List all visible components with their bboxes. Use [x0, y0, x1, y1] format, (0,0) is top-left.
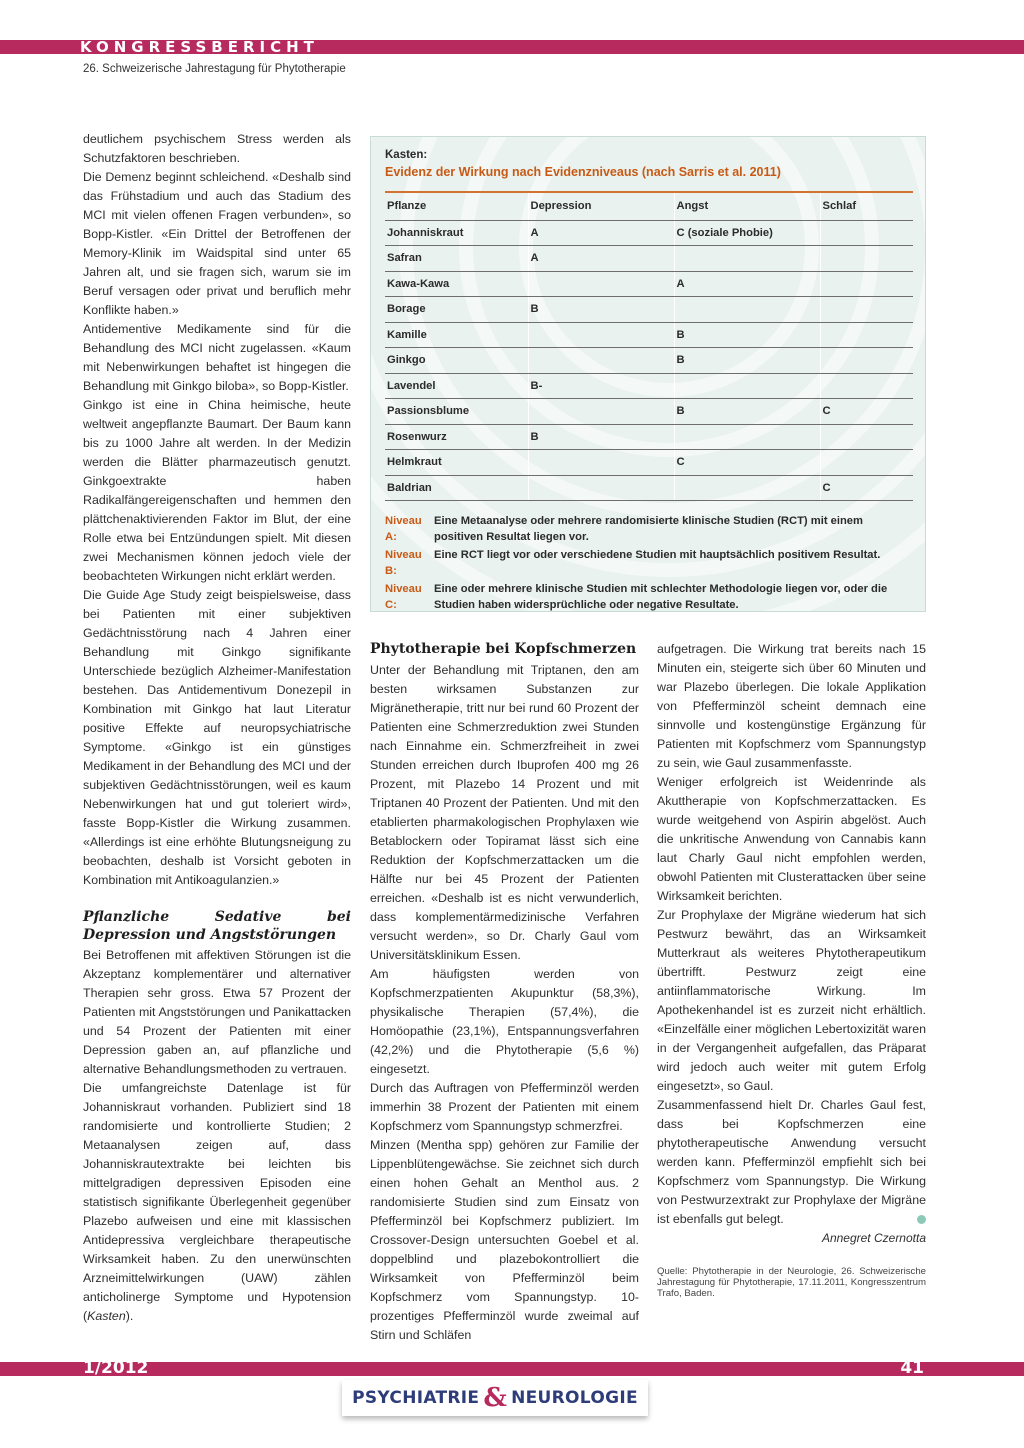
issue-number: 1/2012	[83, 1358, 149, 1378]
paragraph	[83, 1079, 351, 1326]
footer-band	[0, 1362, 1024, 1376]
table-cell: Passionsblume	[385, 399, 528, 425]
level-b	[385, 547, 913, 579]
paragraph: Ginkgo ist eine in China heimische, heute weltweit angepflanzte Baumart. Der Baum kann bis zu 1000 Jahre alt werden. In der Medizin werden die Blätter pharmazeutisch genutzt. Ginkgoextrakte haben Radikalfängereigenschaften und hemmen den plättchenaktivierenden Faktor im Blut, der eine Rolle etwa bei Entzündungen spielt. Mit diesen zwei Mechanismen können jedoch viele der beobachteten Wirkungen nicht erklärt werden.	[83, 398, 351, 583]
table-cell	[674, 246, 820, 272]
table-cell: B	[674, 399, 820, 425]
level-key: Niveau C:	[385, 583, 422, 611]
kasten-reference: Kasten	[87, 1309, 126, 1323]
table-row	[385, 297, 913, 323]
evidence-box-content	[385, 149, 913, 612]
column-header: Angst	[674, 193, 820, 220]
table-cell: B	[674, 322, 820, 348]
paragraph: Weniger erfolgreich ist Weidenrinde als Akuttherapie von Kopfschmerzattacken. Es wurde weitgehend von Aspirin abgelöst. Auch die unkritische Anwendung von Cannabis kann laut Charly Gaul nicht empfohlen werden, obwohl Patienten mit Clusterattacken über seine Wirksamkeit berichten.	[657, 775, 926, 903]
paragraph-close: ).	[125, 1309, 134, 1323]
table-cell	[820, 322, 913, 348]
logo-ampersand: &	[483, 1383, 508, 1413]
paragraph: Minzen (Mentha spp) gehören zur Familie der Lippenblütengewächse. Sie zeichnet sich durch einen hohen Gehalt an Menthol aus. 2 randomisierte Studien sind zum Einsatz von Pfefferminzöl bei Kopfschmerz publiziert. Im Crossover-Design untersuchten Goebel et al. doppelblind und plazebokontrolliert die Wirksamkeit von Pfefferminzöl beim Kopfschmerz vom Spannungstyp. 10-prozentiges Pfefferminzöl wurde zweimal auf Stirn und Schläfen	[370, 1138, 639, 1342]
table-row	[385, 322, 913, 348]
table-cell: C	[674, 450, 820, 476]
table-cell: C (soziale Phobie)	[674, 220, 820, 246]
table-cell: Johanniskraut	[385, 220, 528, 246]
level-text: Eine Metaanalyse oder mehrere randomisierte klinische Studien (RCT) mit einem positiven Resultat liegen vor.	[434, 515, 863, 543]
box-title: Evidenz der Wirkung nach Evidenzniveaus (nach Sarris et al. 2011)	[385, 165, 781, 179]
table-cell	[820, 246, 913, 272]
table-row	[385, 475, 913, 501]
table-cell	[674, 297, 820, 323]
table-cell: C	[820, 475, 913, 501]
table-row	[385, 348, 913, 374]
table-cell	[528, 322, 674, 348]
table-cell: Kawa-Kawa	[385, 271, 528, 297]
evidence-level-legend	[385, 513, 913, 612]
paragraph: aufgetragen. Die Wirkung trat bereits nach 15 Minuten ein, steigerte sich über 60 Minuten und war Plazebo überlegen. Die lokale Applikation von Pfefferminzöl scheint demnach eine sinnvolle und kostengünstige Ergänzung für Patienten mit Kopfschmerz vom Spannungstyp zu sein, wie Gaul zusammenfasste.	[657, 642, 926, 770]
subheading: Phytotherapie bei Kopfschmerzen	[370, 641, 637, 657]
table-cell: Rosenwurz	[385, 424, 528, 450]
paragraph: Zur Prophylaxe der Migräne wiederum hat sich Pestwurz bewährt, das an Wirksamkeit Mutterkraut als weiteres Phytotherapeutikum übertrifft. Pestwurz zeigt eine antiinflammatorische Wirkung. Im Apothekenhandel ist es zurzeit nicht erhältlich. «Einzelfälle einer möglichen Lebertoxizität waren in der Vergangenheit aufgefallen, das Präparat wird jedoch auch weiter mit gutem Erfolg eingesetzt», so Gaul.	[657, 908, 926, 1093]
table-cell	[674, 424, 820, 450]
table-cell: A	[674, 271, 820, 297]
table-cell	[528, 271, 674, 297]
level-key: Niveau B:	[385, 549, 422, 577]
table-cell: C	[820, 399, 913, 425]
table-cell	[820, 297, 913, 323]
table-row	[385, 373, 913, 399]
level-c	[385, 581, 913, 612]
table-cell: Baldrian	[385, 475, 528, 501]
table-cell	[528, 475, 674, 501]
table-cell: Lavendel	[385, 373, 528, 399]
column-header: Pflanze	[385, 193, 528, 220]
table-cell: B	[528, 297, 674, 323]
table-cell: Kamille	[385, 322, 528, 348]
table-row	[385, 450, 913, 476]
author: Annegret Czernotta	[821, 1231, 926, 1245]
paragraph: Die Guide Age Study zeigt beispielsweise, dass bei Patienten mit einer subjektiven Gedächtnisstörung nach 4 Jahren einer Behandlung mit Ginkgo signifikante Unterschiede bezüglich Alzheimer-Manifestation bestehen. Das Antidementivum Donezepil in Kombination mit Ginkgo hat laut Literatur positive Effekte auf neuropsychiatrische Symptome. «Ginkgo ist ein günstiges Medikament in der Behandlung des MCI und der subjektiven Gedächtnisstörungen, weil es kaum Nebenwirkungen hat und gut toleriert wird», fasste Bopp-Kistler die Wirkung zusammen. «Allerdings ist eine erhöhte Blutungsneigung zu beobachten, deshalb ist Vorsicht geboten in Kombination mit Antikoagulanzien.»	[83, 588, 351, 887]
section-subtitle: 26. Schweizerische Jahrestagung für Phytotherapie	[83, 63, 346, 75]
article-column-1	[83, 130, 351, 1326]
table-cell	[820, 373, 913, 399]
subheading: Pflanzliche Sedative bei Depression und Angststörungen	[83, 909, 351, 943]
section-title: KONGRESSBERICHT	[80, 38, 319, 56]
source-note: Quelle: Phytotherapie in der Neurologie, 26. Schweizerische Jahrestagung für Phytotherapie, 17.11.2011, Kongresszentrum Trafo, Baden.	[657, 1266, 926, 1299]
table-cell	[820, 220, 913, 246]
table-cell: Helmkraut	[385, 450, 528, 476]
table-row	[385, 424, 913, 450]
article-column-2	[370, 640, 639, 1345]
level-text: Eine oder mehrere klinische Studien mit schlechter Methodologie liegen vor, oder die Studien haben widersprüchliche oder negative Resultate.	[434, 583, 888, 611]
table-row	[385, 271, 913, 297]
paragraph: Durch das Auftragen von Pfefferminzöl werden immerhin 38 Prozent der Patienten mit einem Kopfschmerz vom Spannungstyp schmerzfrei.	[370, 1081, 639, 1133]
evidence-table	[385, 193, 913, 501]
table-cell	[820, 424, 913, 450]
paragraph: deutlichem psychischem Stress werden als Schutzfaktoren beschrieben.	[83, 132, 351, 165]
paragraph	[657, 1096, 926, 1229]
level-text: Eine RCT liegt vor oder verschiedene Studien mit hauptsächlich positivem Resultat.	[434, 549, 881, 561]
column-header: Depression	[528, 193, 674, 220]
logo-text-left: PSYCHIATRIE	[352, 1388, 480, 1408]
table-cell: A	[528, 220, 674, 246]
end-of-article-icon	[917, 1215, 926, 1224]
table-cell: B	[674, 348, 820, 374]
table-cell	[528, 450, 674, 476]
table-cell	[820, 271, 913, 297]
paragraph: Bei Betroffenen mit affektiven Störungen ist die Akzeptanz komplementärer und alternativer Therapien sehr gross. Etwa 57 Prozent der Patienten mit Angststörungen und Panikattacken und 54 Prozent der Patienten mit einer Depression gaben an, auf pflanzliche und alternative Behandlungsmethoden zu vertrauen.	[83, 948, 351, 1076]
table-header-row	[385, 193, 913, 220]
paragraph-text: Zusammenfassend hielt Dr. Charles Gaul fest, dass bei Kopfschmerzen eine phytotherapeutische Anwendung versucht werden kann. Pfefferminzöl empfiehlt sich bei Kopfschmerz vom Spannungstyp. Die Wirkung von Pestwurzextrakt zur Prophylaxe der Migräne ist ebenfalls gut belegt.	[657, 1098, 926, 1226]
table-cell: A	[528, 246, 674, 272]
table-cell	[674, 373, 820, 399]
table-cell: Safran	[385, 246, 528, 272]
table-cell	[528, 348, 674, 374]
paragraph-text: Die umfangreichste Datenlage ist für Johanniskraut vorhanden. Publiziert sind 18 randomisierte und kontrollierte Studien; 2 Metaanalysen zeigen auf, dass Johanniskrautextrakte bei leichten bis mittelgradigen depressiven Episoden eine statistisch signifikante Überlegenheit gegenüber Plazebo aufweisen und eine mit klassischen Antidepressiva vergleichbare therapeutische Wirksamkeit haben. Zu den unerwünschten Arzneimittelwirkungen (UAW) zählen anticholinerge Symptome und Hypotension (	[83, 1081, 351, 1323]
box-label: Kasten:	[385, 149, 428, 161]
table-cell	[820, 450, 913, 476]
column-header: Schlaf	[820, 193, 913, 220]
table-cell: Borage	[385, 297, 528, 323]
level-key: Niveau A:	[385, 515, 422, 543]
table-cell	[820, 348, 913, 374]
paragraph: Am häufigsten werden von Kopfschmerzpatienten Akupunktur (58,3%), physikalische Therapien (57,4%), die Homöopathie (23,1%), Entspannungsverfahren (42,2%) und die Phytotherapie (5,6 %) eingesetzt.	[370, 967, 639, 1076]
paragraph: Antidementive Medikamente sind für die Behandlung des MCI nicht zugelassen. «Kaum mit Nebenwirkungen behaftet ist hingegen die Behandlung mit Ginkgo biloba», so Bopp-Kistler.	[83, 322, 351, 393]
article-column-3	[657, 640, 926, 1299]
table-cell: B	[528, 424, 674, 450]
table-row	[385, 246, 913, 272]
evidence-box	[370, 136, 926, 612]
table-cell	[674, 475, 820, 501]
logo-text-right: NEUROLOGIE	[511, 1388, 638, 1408]
paragraph: Die Demenz beginnt schleichend. «Deshalb sind das Frühstadium und auch das Stadium des MCI mit vielen offenen Fragen verbunden», so Bopp-Kistler. «Ein Drittel der Betroffenen der Memory-Klinik im Waidspital sind unter 65 Jahren alt, und sie fragen sich, warum sie im Beruf versagen oder privat und beruflich mehr Konflikte haben.»	[83, 170, 351, 317]
page-number: 41	[900, 1358, 924, 1378]
table-cell: B-	[528, 373, 674, 399]
table-row	[385, 399, 913, 425]
level-a	[385, 513, 913, 545]
table-cell: Ginkgo	[385, 348, 528, 374]
paragraph: Unter der Behandlung mit Triptanen, den am besten wirksamen Substanzen zur Migränetherapie, tritt nur bei rund 60 Prozent der Patienten eine Schmerzreduktion zwei Stunden nach Einnahme ein. Schmerzfreiheit in zwei Stunden erreichen durch Ibuprofen 400 mg 26 Prozent, mit Plazebo 14 Prozent und mit Triptanen 40 Prozent der Patienten. Und mit den etablierten pharmakologischen Prophylaxen wie Betablockern oder Topiramat lässt sich eine Reduktion der Kopfschmerzattacken um die Hälfte nur bei 45 Prozent der Patienten erreichen. «Deshalb ist es nicht verwunderlich, dass komplementärmedizinische Verfahren versucht werden», so Dr. Charly Gaul vom Universitätsklinikum Essen.	[370, 663, 639, 962]
journal-logo	[342, 1380, 648, 1416]
table-row	[385, 220, 913, 246]
table-cell	[528, 399, 674, 425]
